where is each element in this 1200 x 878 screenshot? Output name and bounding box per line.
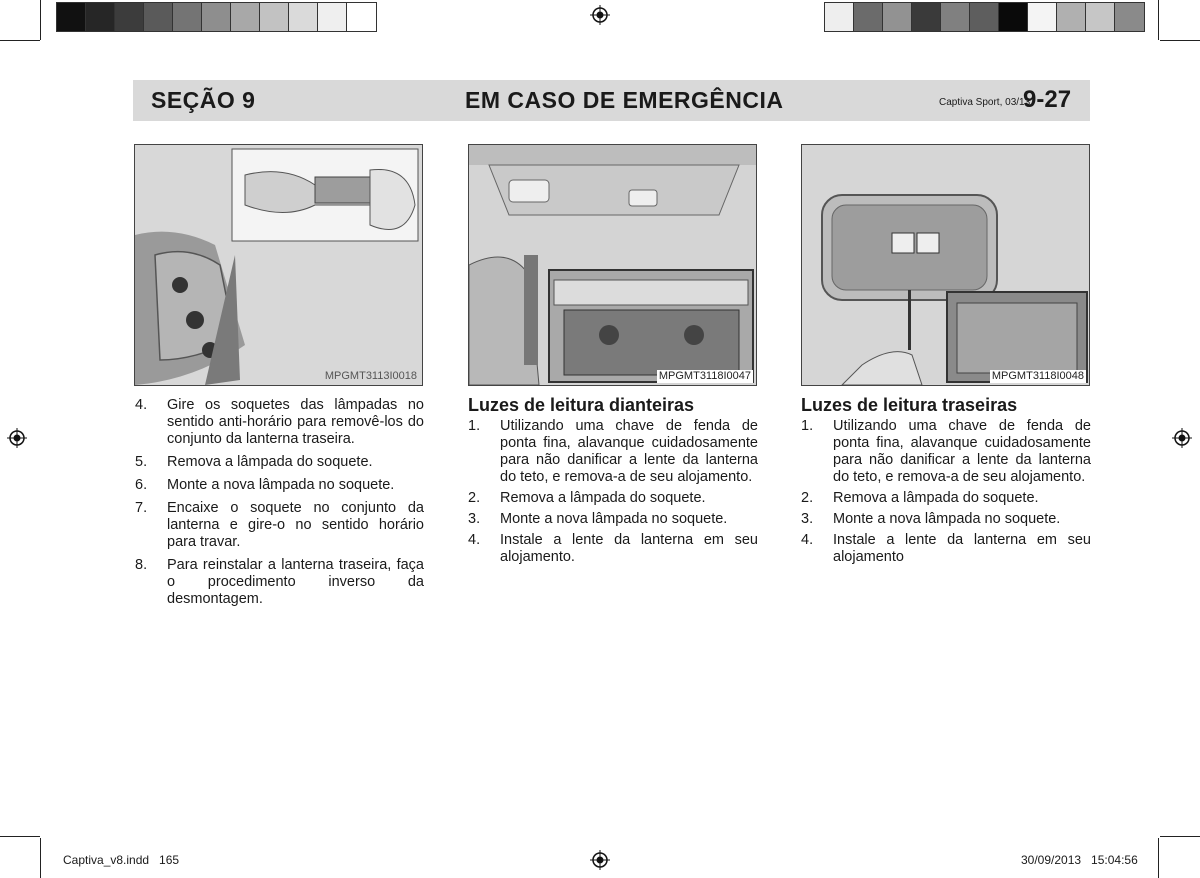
- section-heading: Luzes de leitura dianteiras: [468, 395, 695, 415]
- crop-mark: [40, 0, 41, 40]
- crop-mark: [1160, 836, 1200, 837]
- list-item: 8. Para reinstalar a lanterna traseira, faça o procedimento inverso da desmontagem.: [135, 557, 424, 607]
- color-swatch: [941, 3, 970, 31]
- color-swatch: [883, 3, 912, 31]
- footer-datetime: 30/09/2013 15:04:56: [1021, 853, 1138, 867]
- registration-mark-icon: [7, 428, 27, 448]
- color-swatch: [999, 3, 1028, 31]
- color-calibration-bar-right: [824, 2, 1145, 32]
- color-swatch: [825, 3, 854, 31]
- color-swatch: [144, 3, 173, 31]
- color-swatch: [1028, 3, 1057, 31]
- edition-label: Captiva Sport, 03/13: [939, 97, 1031, 108]
- color-swatch: [970, 3, 999, 31]
- list-item: 2. Remova a lâmpada do soquete.: [468, 490, 706, 506]
- crop-mark: [0, 836, 40, 837]
- front-reading-light-photo: [468, 144, 757, 386]
- crop-mark: [0, 40, 40, 41]
- list-item: 1. Utilizando uma chave de fenda de ponta fina, alavanque cuidadosamente para não danificar a lente da lanterna do teto, e remova-a de seu alojamento.: [801, 418, 1091, 485]
- color-swatch: [318, 3, 347, 31]
- color-swatch: [260, 3, 289, 31]
- rear-reading-lights-section: [801, 395, 1091, 570]
- list-item: 3. Monte a nova lâmpada no soquete.: [468, 511, 728, 527]
- list-item: 4. Instale a lente da lanterna em seu alojamento: [801, 532, 1091, 565]
- list-item: 5. Remova a lâmpada do soquete.: [135, 454, 373, 470]
- section-heading: Luzes de leitura traseiras: [801, 395, 1018, 415]
- tail-lamp-photo: [134, 144, 423, 386]
- crop-mark: [1160, 40, 1200, 41]
- color-swatch: [912, 3, 941, 31]
- section-title: EM CASO DE EMERGÊNCIA: [465, 87, 784, 113]
- color-swatch: [57, 3, 86, 31]
- color-swatch: [347, 3, 376, 31]
- color-swatch: [115, 3, 144, 31]
- section-label: SEÇÃO 9: [151, 87, 256, 113]
- registration-mark-icon: [590, 5, 610, 25]
- list-item: 4. Gire os soquetes das lâmpadas no sentido anti-horário para removê-los do conjunto da lanterna traseira.: [135, 397, 424, 447]
- photo-code: MPGMT3113I0018: [324, 370, 417, 382]
- crop-mark: [1158, 0, 1159, 40]
- footer-file-info: Captiva_v8.indd 165: [63, 853, 180, 867]
- section-header: [133, 80, 1090, 121]
- crop-mark: [1158, 838, 1159, 878]
- registration-mark-icon: [590, 850, 610, 870]
- color-swatch: [854, 3, 883, 31]
- color-swatch: [1086, 3, 1115, 31]
- list-item: 1. Utilizando uma chave de fenda de ponta fina, alavanque cuidadosamente para não danificar a lente da lanterna do teto, e remova-a de seu alojamento.: [468, 418, 758, 485]
- crop-mark: [40, 838, 41, 878]
- list-item: 2. Remova a lâmpada do soquete.: [801, 490, 1039, 506]
- color-calibration-bar-left: [56, 2, 377, 32]
- rear-reading-light-photo: [801, 144, 1090, 386]
- page-number: 9-27: [1023, 86, 1072, 113]
- tail-lamp-steps: [135, 397, 424, 614]
- list-item: 3. Monte a nova lâmpada no soquete.: [801, 511, 1061, 527]
- list-item: 6. Monte a nova lâmpada no soquete.: [135, 477, 395, 493]
- registration-mark-icon: [1172, 428, 1192, 448]
- color-swatch: [1057, 3, 1086, 31]
- front-reading-lights-section: [468, 395, 758, 570]
- color-swatch: [289, 3, 318, 31]
- list-item: 4. Instale a lente da lanterna em seu alojamento.: [468, 532, 758, 565]
- list-item: 7. Encaixe o soquete no conjunto da lanterna e gire-o no sentido horário para travar.: [135, 500, 424, 550]
- photo-code: MPGMT3118I0048: [991, 370, 1084, 382]
- color-swatch: [202, 3, 231, 31]
- color-swatch: [173, 3, 202, 31]
- color-swatch: [231, 3, 260, 31]
- color-swatch: [1115, 3, 1144, 31]
- photo-code: MPGMT3118I0047: [658, 370, 751, 382]
- color-swatch: [86, 3, 115, 31]
